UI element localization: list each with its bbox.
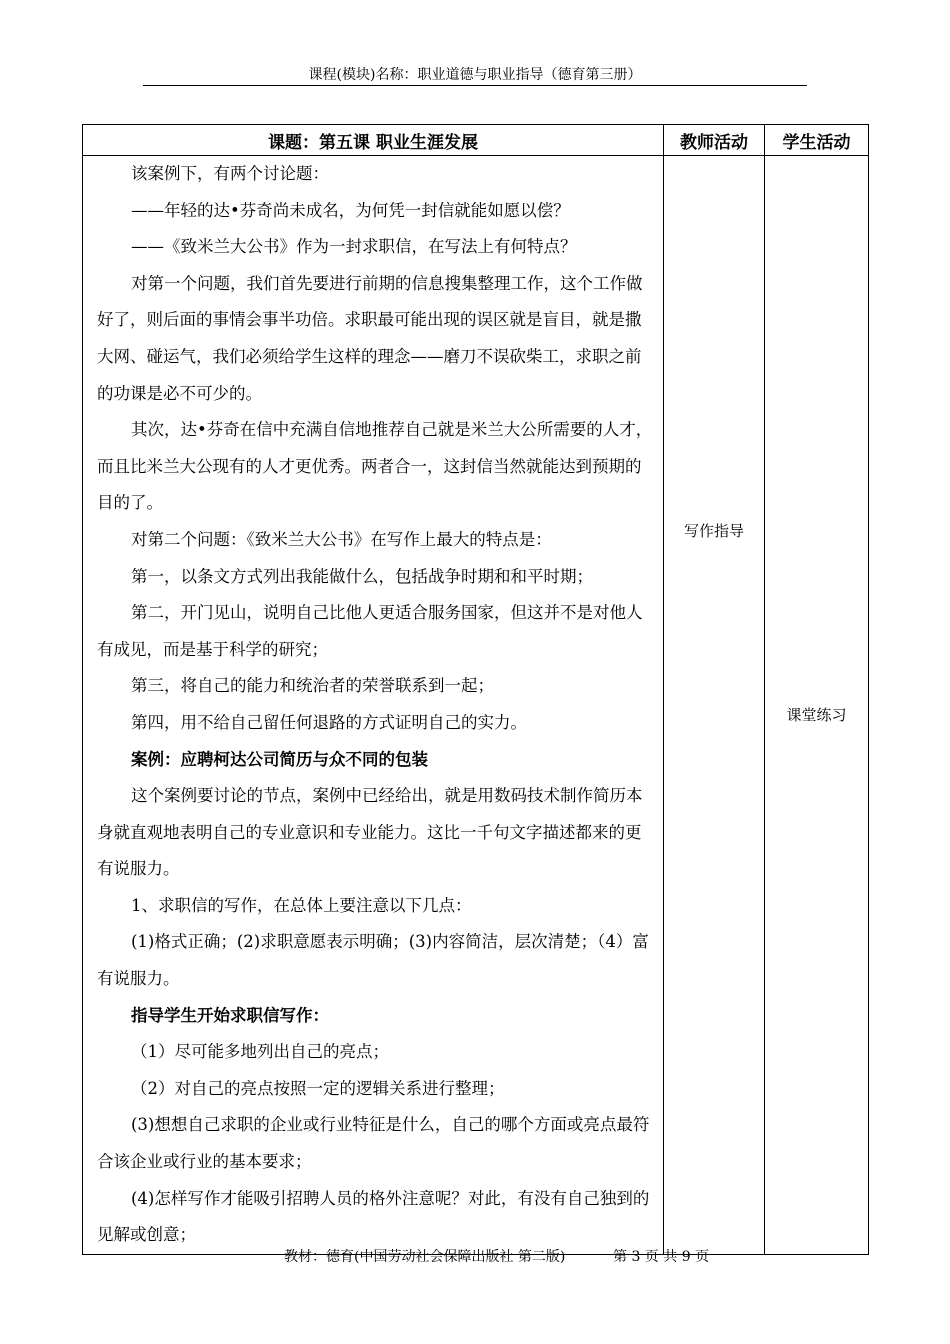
- guidance-heading: 指导学生开始求职信写作：: [131, 1005, 329, 1025]
- paragraph: 第二，开门见山，说明自己比他人更适合服务国家，但这并不是对他人有成见，而是基于科学的研究；: [97, 603, 643, 659]
- page-header: 课程(模块)名称：职业道德与职业指导（德育第三册）: [308, 67, 642, 83]
- paragraph: 该案例下，有两个讨论题：: [131, 164, 329, 183]
- textbook-source: 教材：德育(中国劳动社会保障出版社 第二版): [284, 1249, 566, 1265]
- teacher-activity-header: 教师活动: [664, 125, 765, 156]
- topic-title: 课题：第五课 职业生涯发展: [83, 125, 664, 156]
- paragraph: 第一，以条文方式列出我能做什么，包括战争时期和和平时期；: [131, 566, 593, 586]
- table-body-row: [83, 156, 869, 1255]
- paragraph: 对第一个问题，我们首先要进行前期的信息搜集整理工作，这个工作做好了，则后面的事情会事半功倍。求职最可能出现的误区就是盲目，就是撒大网、碰运气，我们必须给学生这样的理念——磨刀不误砍柴工，求职之前的功课是必不可少的。: [97, 273, 643, 403]
- page-number: 第 3 页 共 9 页: [613, 1249, 710, 1265]
- teacher-activity-text: 写作指导: [683, 522, 744, 540]
- list-item: （1）尽可能多地列出自己的亮点；: [131, 1042, 389, 1062]
- paragraph: 其次，达•芬奇在信中充满自信地推荐自己就是米兰大公所需要的人才，而且比米兰大公现有的人才更优秀。两者合一，这封信当然就能达到预期的目的了。: [97, 420, 653, 513]
- student-activity-header: 学生活动: [765, 125, 869, 156]
- paragraph: ——年轻的达•芬奇尚未成名，为何凭一封信就能如愿以偿？: [131, 200, 570, 220]
- list-item: （2）对自己的亮点按照一定的逻辑关系进行整理；: [131, 1078, 505, 1098]
- student-activity-text: 课堂练习: [786, 706, 847, 724]
- header-rule: [143, 85, 807, 86]
- paragraph: 对第二个问题：《致米兰大公书》在写作上最大的特点是：: [131, 529, 552, 549]
- paragraph: (1)格式正确；(2)求职意愿表示明确；(3)内容简洁，层次清楚；（4）富有说服力。: [97, 932, 649, 989]
- lesson-content: [83, 156, 664, 1255]
- paragraph: 1、求职信的写作，在总体上要注意以下几点：: [131, 895, 472, 915]
- paragraph: ——《致米兰大公书》作为一封求职信，在写法上有何特点？: [131, 237, 577, 257]
- table-header-row: [83, 125, 869, 156]
- list-item: (4)怎样写作才能吸引招聘人员的格外注意呢？对此，有没有自己独到的见解或创意；: [97, 1188, 650, 1245]
- case-heading: 案例：应聘柯达公司简历与众不同的包装: [131, 749, 428, 769]
- paragraph: 这个案例要讨论的节点，案例中已经给出，就是用数码技术制作简历本身就直观地表明自己的专业意识和专业能力。这比一千句文字描述都来的更有说服力。: [97, 786, 643, 879]
- paragraph: 第三，将自己的能力和统治者的荣誉联系到一起；: [131, 676, 494, 696]
- list-item: (3)想想自己求职的企业或行业特征是什么，自己的哪个方面或亮点最符合该企业或行业的基本要求；: [97, 1115, 650, 1172]
- student-activity-cell: [765, 156, 869, 1255]
- paragraph: 第四，用不给自己留任何退路的方式证明自己的实力。: [131, 712, 527, 732]
- lesson-table: [82, 124, 869, 1255]
- teacher-activity-cell: [664, 156, 765, 1255]
